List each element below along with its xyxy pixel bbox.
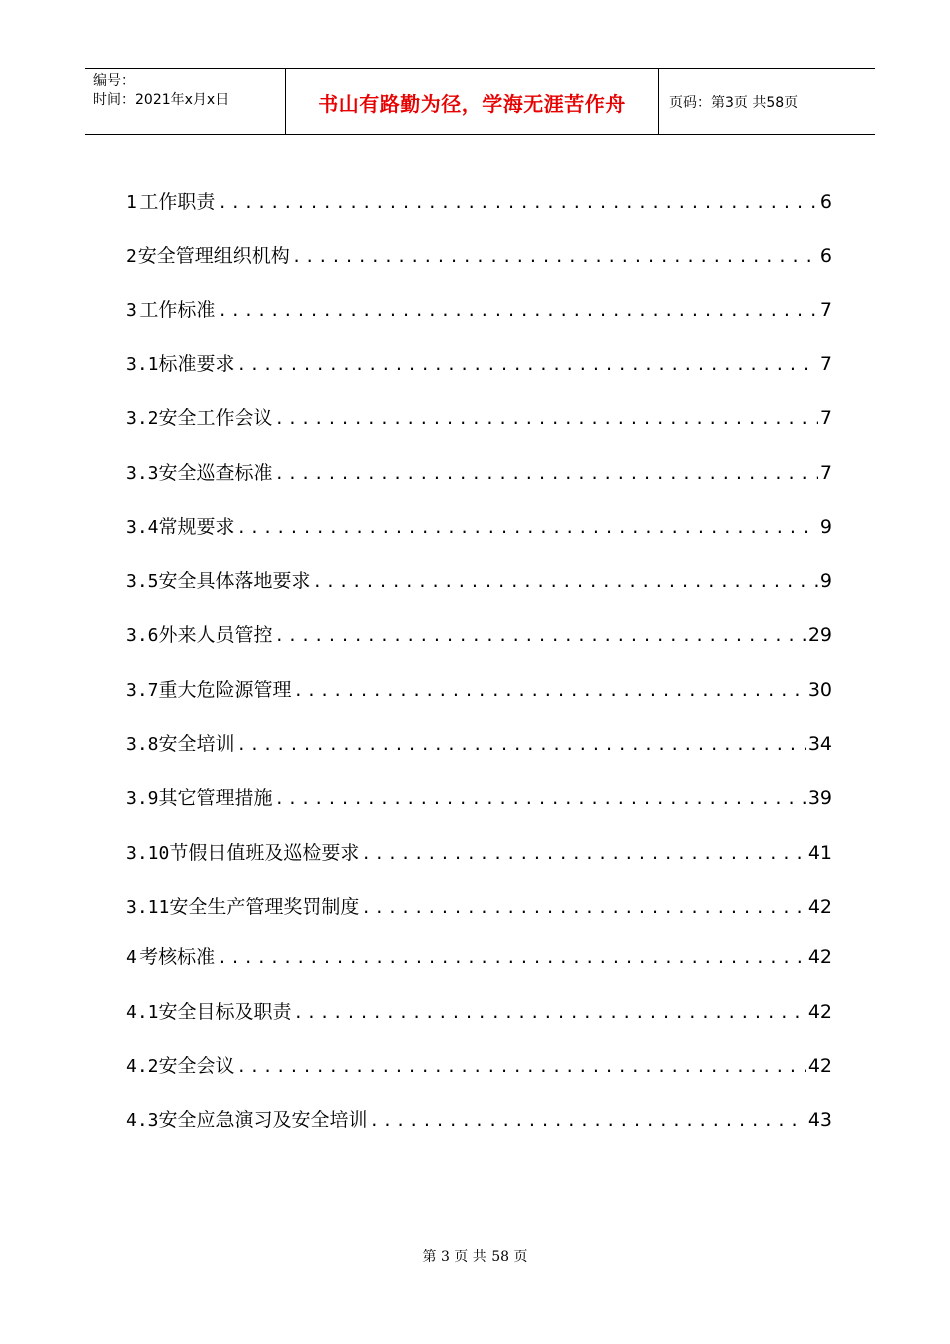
toc-entry-page: 29	[807, 624, 832, 646]
toc-entry-page: 42	[807, 946, 832, 968]
toc-entry-leader-dots	[217, 942, 806, 974]
toc-entry-page: 42	[807, 896, 832, 918]
toc-entry-page: 7	[819, 462, 832, 484]
toc-entry-page: 7	[819, 299, 832, 321]
toc-entry-leader-dots	[294, 675, 806, 707]
toc-entry-number: 3.11	[126, 897, 170, 918]
toc-entry-page: 41	[807, 842, 832, 864]
toc-entry-title: 节假日值班及巡检要求	[169, 842, 360, 864]
toc-entry-page: 43	[807, 1109, 832, 1131]
toc-entry-number: 4.3	[126, 1110, 159, 1131]
toc-entry-title: 安全会议	[158, 1055, 235, 1077]
toc-entry-title: 安全具体落地要求	[158, 570, 311, 592]
toc-entry-leader-dots	[275, 403, 818, 435]
toc-entry-title: 工作标准	[139, 299, 216, 321]
toc-entry-page: 42	[807, 1001, 832, 1023]
toc-entry-page: 7	[819, 407, 832, 429]
toc-entry[interactable]	[126, 1104, 832, 1136]
toc-entry[interactable]	[126, 457, 832, 489]
toc-entry-number: 3.9	[126, 788, 159, 809]
toc-entry-title: 常规要求	[158, 516, 235, 538]
page-footer	[0, 1246, 950, 1266]
toc-entry-title: 安全巡查标准	[158, 462, 273, 484]
toc-entry-number: 4.1	[126, 1002, 159, 1023]
toc-entry-number: 1	[126, 192, 137, 213]
header-page-cell	[659, 69, 875, 135]
toc-entry-number: 3.3	[126, 463, 159, 484]
toc-entry-leader-dots	[217, 187, 818, 219]
toc-entry-leader-dots	[217, 295, 818, 327]
header-motto-cell	[286, 69, 659, 135]
toc-entry-leader-dots	[370, 1105, 806, 1137]
toc-entry-number: 3.4	[126, 517, 159, 538]
toc-entry-page: 9	[819, 516, 832, 538]
toc-entry-title: 考核标准	[139, 946, 216, 968]
toc-entry[interactable]	[126, 511, 832, 543]
toc-entry-page: 34	[807, 733, 832, 755]
toc-entry-leader-dots	[292, 241, 818, 273]
toc-entry-leader-dots	[237, 729, 806, 761]
toc-entry-leader-dots	[275, 458, 818, 490]
toc-entry-title: 安全培训	[158, 733, 235, 755]
toc-entry-leader-dots	[361, 838, 805, 870]
toc-entry-number: 3.6	[126, 625, 159, 646]
toc-entry-title: 安全管理组织机构	[137, 245, 290, 267]
toc-entry-leader-dots	[237, 512, 818, 544]
toc-entry-title: 标准要求	[158, 353, 235, 375]
toc-entry[interactable]	[126, 619, 832, 651]
toc-entry-leader-dots	[237, 349, 818, 381]
toc-entry-leader-dots	[313, 566, 818, 598]
toc-entry-number: 3.5	[126, 571, 159, 592]
toc-entry-page: 42	[807, 1055, 832, 1077]
toc-entry-leader-dots	[361, 892, 805, 924]
toc-entry[interactable]	[126, 186, 832, 218]
toc-entry[interactable]	[126, 674, 832, 706]
toc-entry[interactable]	[126, 891, 832, 923]
toc-entry-page: 6	[819, 191, 832, 213]
toc-entry-title: 其它管理措施	[158, 787, 273, 809]
toc-entry-page: 7	[819, 353, 832, 375]
toc-entry[interactable]	[126, 565, 832, 597]
toc-entry[interactable]	[126, 402, 832, 434]
page-header	[85, 68, 875, 135]
toc-entry-number: 4.2	[126, 1056, 159, 1077]
toc-entry-title: 安全目标及职责	[158, 1001, 292, 1023]
toc-entry[interactable]	[126, 996, 832, 1028]
toc-entry-leader-dots	[275, 783, 806, 815]
toc-entry-title: 安全工作会议	[158, 407, 273, 429]
toc-entry-title: 工作职责	[139, 191, 216, 213]
header-meta-cell	[85, 69, 286, 135]
toc-entry-number: 3.2	[126, 408, 159, 429]
toc-entry-number: 3.8	[126, 734, 159, 755]
toc-entry-number: 3.1	[126, 354, 159, 375]
toc-entry-leader-dots	[237, 1051, 806, 1083]
toc-entry-title: 重大危险源管理	[158, 679, 292, 701]
toc-entry[interactable]	[126, 240, 832, 272]
toc-entry-title: 安全生产管理奖罚制度	[169, 896, 360, 918]
document-time-label: 时间：2021年x月x日	[93, 92, 230, 108]
toc-entry-leader-dots	[294, 997, 806, 1029]
header-page-info: 页码：第3页 共58页	[669, 95, 799, 111]
toc-entry-page: 30	[807, 679, 832, 701]
toc-entry-number: 3	[126, 300, 137, 321]
toc-entry-page: 39	[807, 787, 832, 809]
toc-entry[interactable]	[126, 837, 832, 869]
toc-entry-title: 外来人员管控	[158, 624, 273, 646]
toc-entry-number: 4	[126, 947, 137, 968]
footer-page-number: 第 3 页 共 58 页	[422, 1249, 528, 1265]
toc-entry-number: 3.10	[126, 843, 170, 864]
toc-entry-page: 9	[819, 570, 832, 592]
header-motto: 书山有路勤为径，学海无涯苦作舟	[318, 91, 626, 116]
toc-entry-number: 3.7	[126, 680, 159, 701]
toc-entry[interactable]	[126, 348, 832, 380]
toc-entry-page: 6	[819, 245, 832, 267]
toc-entry[interactable]	[126, 782, 832, 814]
toc-entry-number: 2	[126, 246, 137, 267]
toc-entry-leader-dots	[275, 620, 806, 652]
toc-entry-title: 安全应急演习及安全培训	[158, 1109, 368, 1131]
document-number-label: 编号：	[93, 73, 135, 89]
toc-entry[interactable]	[126, 294, 832, 326]
toc-entry[interactable]	[126, 728, 832, 760]
toc-entry[interactable]	[126, 1050, 832, 1082]
toc-entry[interactable]	[126, 941, 832, 973]
